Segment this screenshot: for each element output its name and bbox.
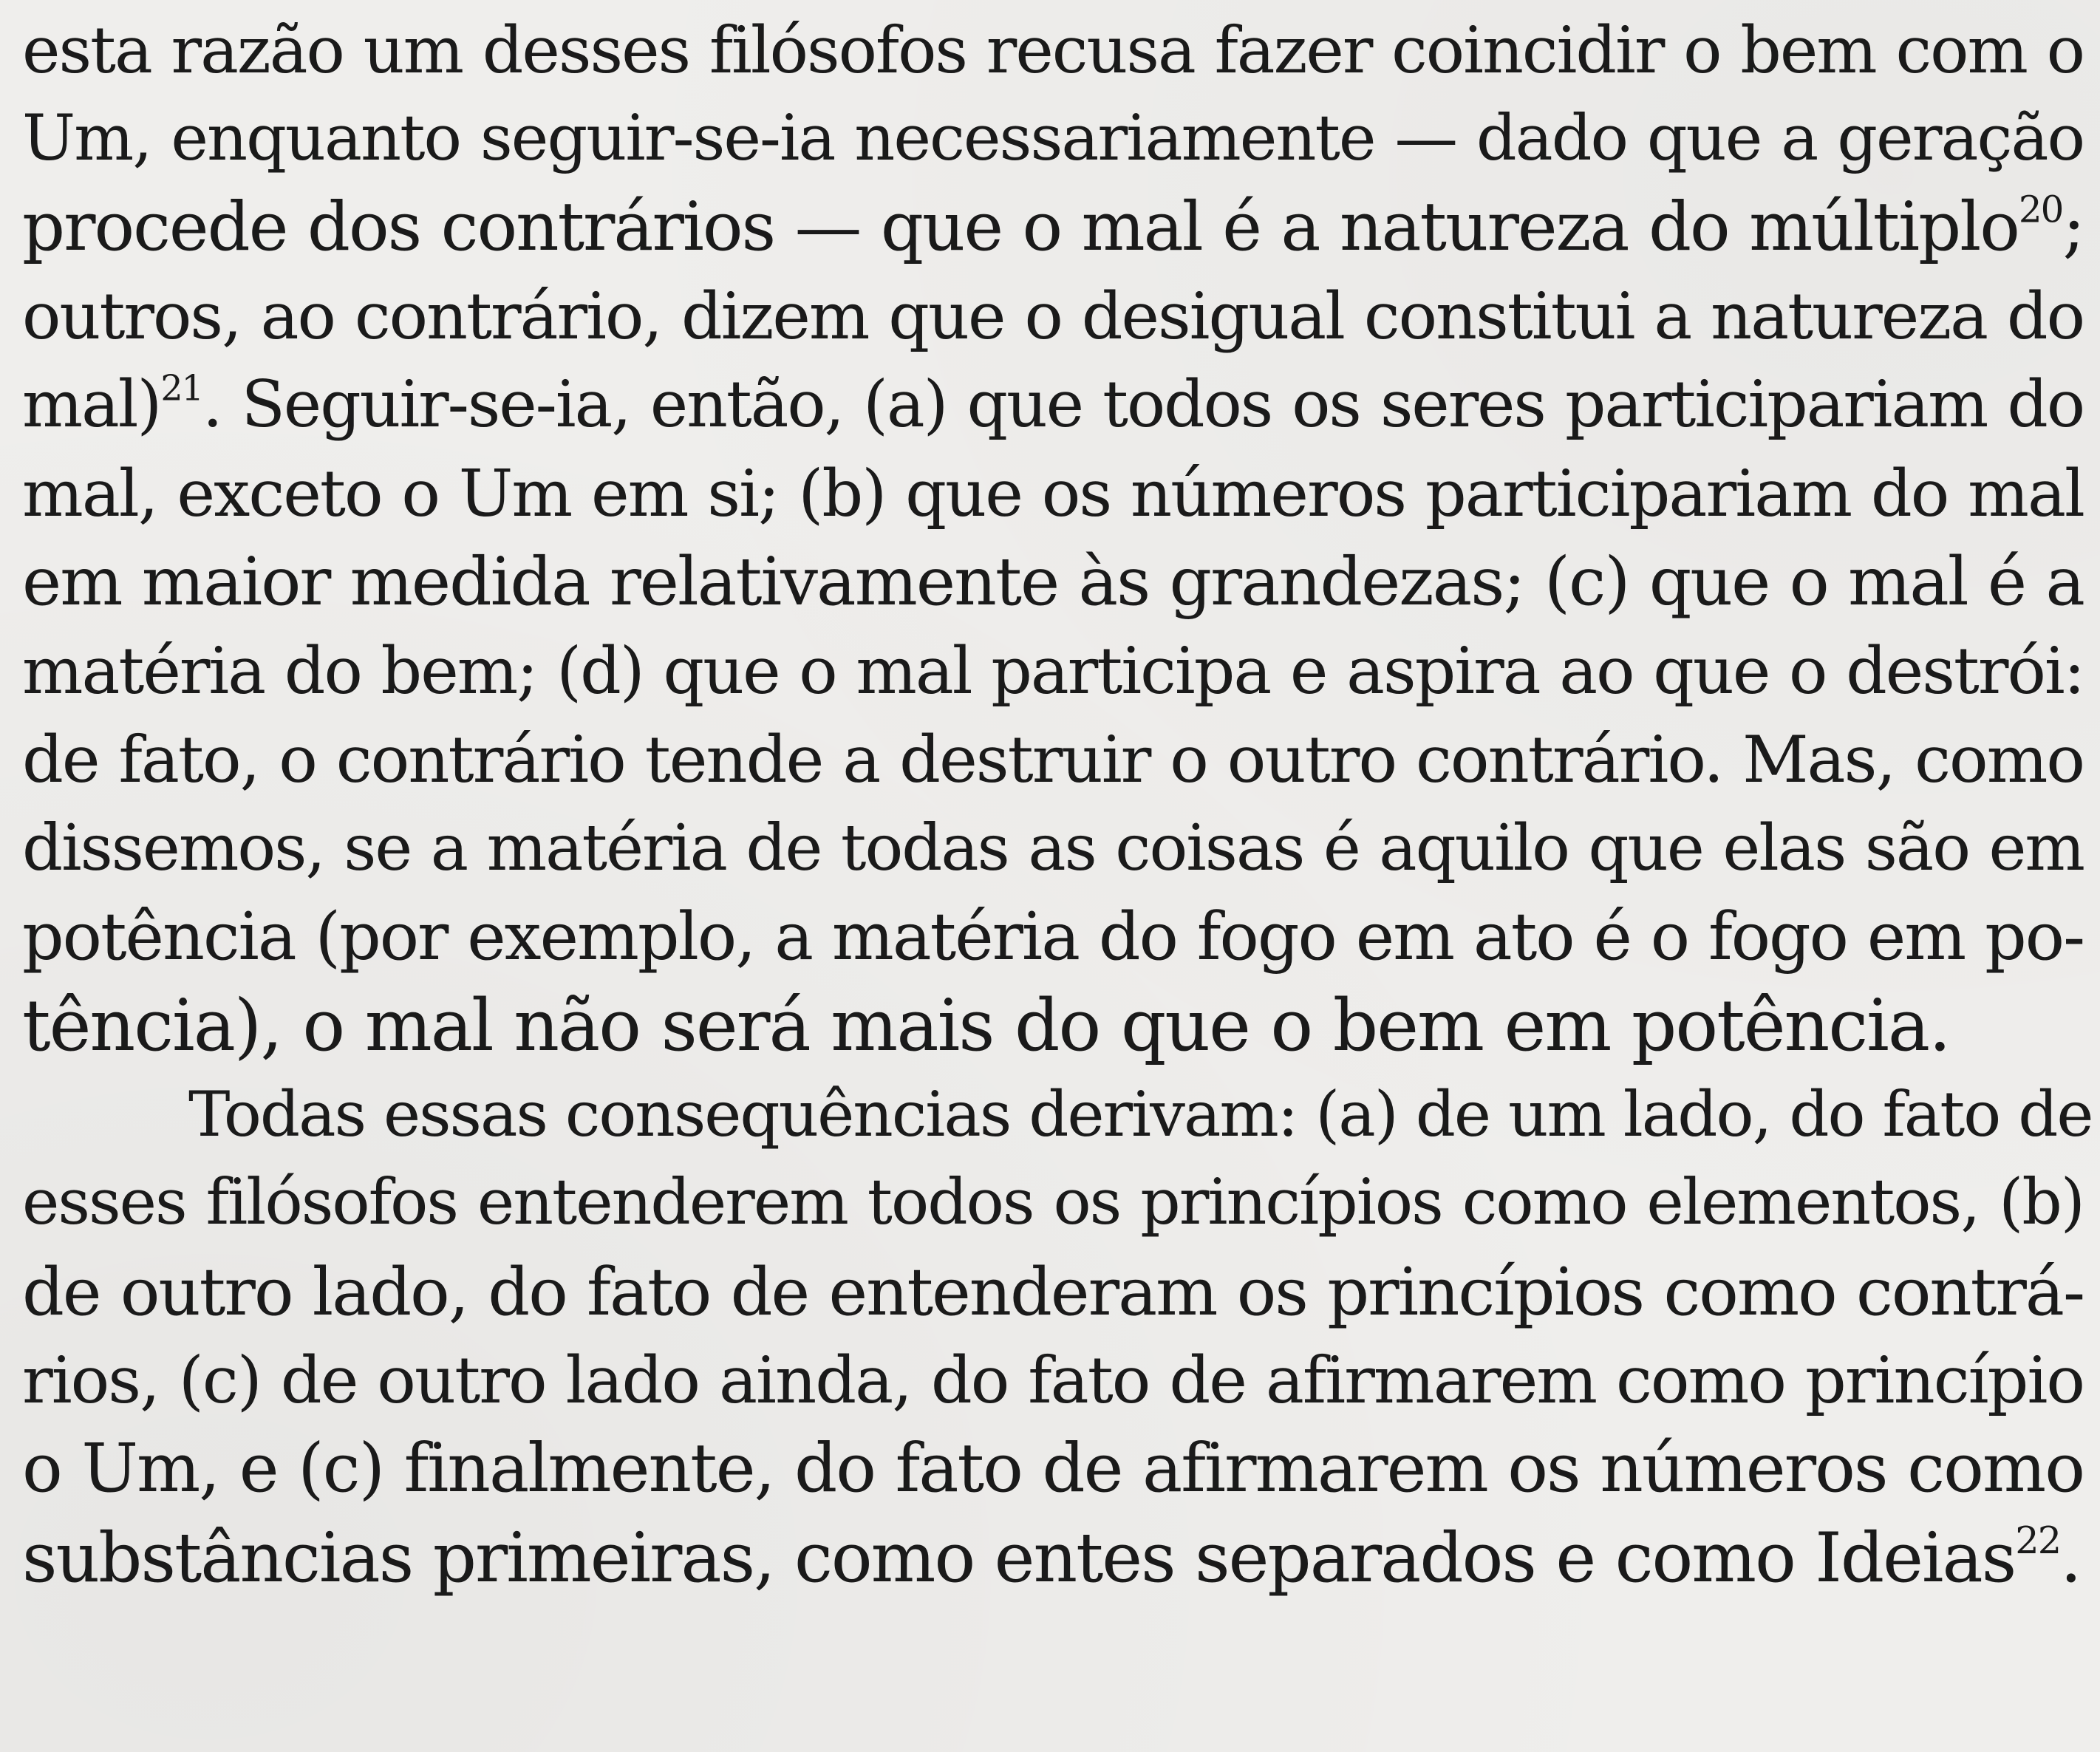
text-line: mal)$^{21}$. Seguir-se-ia, então, (a) que todos os seres participariam do — [22, 368, 2084, 442]
text-line: de outro lado, do fato de entenderam os princípios como contrá- — [22, 1253, 2084, 1330]
footnote-ref[interactable]: 22 — [2015, 1518, 2061, 1563]
text-line: de fato, o contrário tende a destruir o outro contrário. Mas, como — [22, 722, 2084, 797]
text-line: Um, enquanto seguir-se-ia necessariamente — dado que a geração — [22, 102, 2084, 175]
text-line: esses filósofos entenderem todos os princípios como elementos, (b) — [22, 1166, 2084, 1239]
footnote-ref[interactable]: 21 — [160, 368, 202, 409]
text-line: substâncias primeiras, como entes separados e como Ideias$^{22}$. — [22, 1518, 2081, 1598]
text-line: matéria do bem; (d) que o mal participa e aspira ao que o destrói: — [22, 633, 2084, 709]
text-line: dissemos, se a matéria de todas as coisas é aquilo que elas são em — [22, 811, 2084, 885]
footnote-ref[interactable]: 20 — [2018, 188, 2063, 231]
text-line: potência (por exemplo, a matéria do fogo em ato é o fogo em po- — [22, 899, 2084, 975]
text-line: rios, (c) de outro lado ainda, do fato de afirmarem como princípio — [22, 1343, 2084, 1418]
text-line: o Um, e (c) finalmente, do fato de afirmarem os números como — [22, 1430, 2084, 1507]
text-line: em maior medida relativamente às grandezas; (c) que o mal é a — [22, 544, 2084, 621]
text-line: procede dos contrários — que o mal é a natureza do múltiplo$^{20}$; — [22, 188, 2084, 266]
text-line: esta razão um desses filósofos recusa fazer coincidir o bem com o — [22, 13, 2084, 88]
text-line: outros, ao contrário, dizem que o desigual constitui a natureza do — [22, 279, 2084, 354]
text-line: Todas essas consequências derivam: (a) de um lado, do fato de — [188, 1077, 2093, 1151]
text-line: tência), o mal não será mais do que o bem em potência. — [22, 984, 1950, 1067]
text-line: mal, exceto o Um em si; (b) que os números participariam do mal — [22, 456, 2084, 531]
